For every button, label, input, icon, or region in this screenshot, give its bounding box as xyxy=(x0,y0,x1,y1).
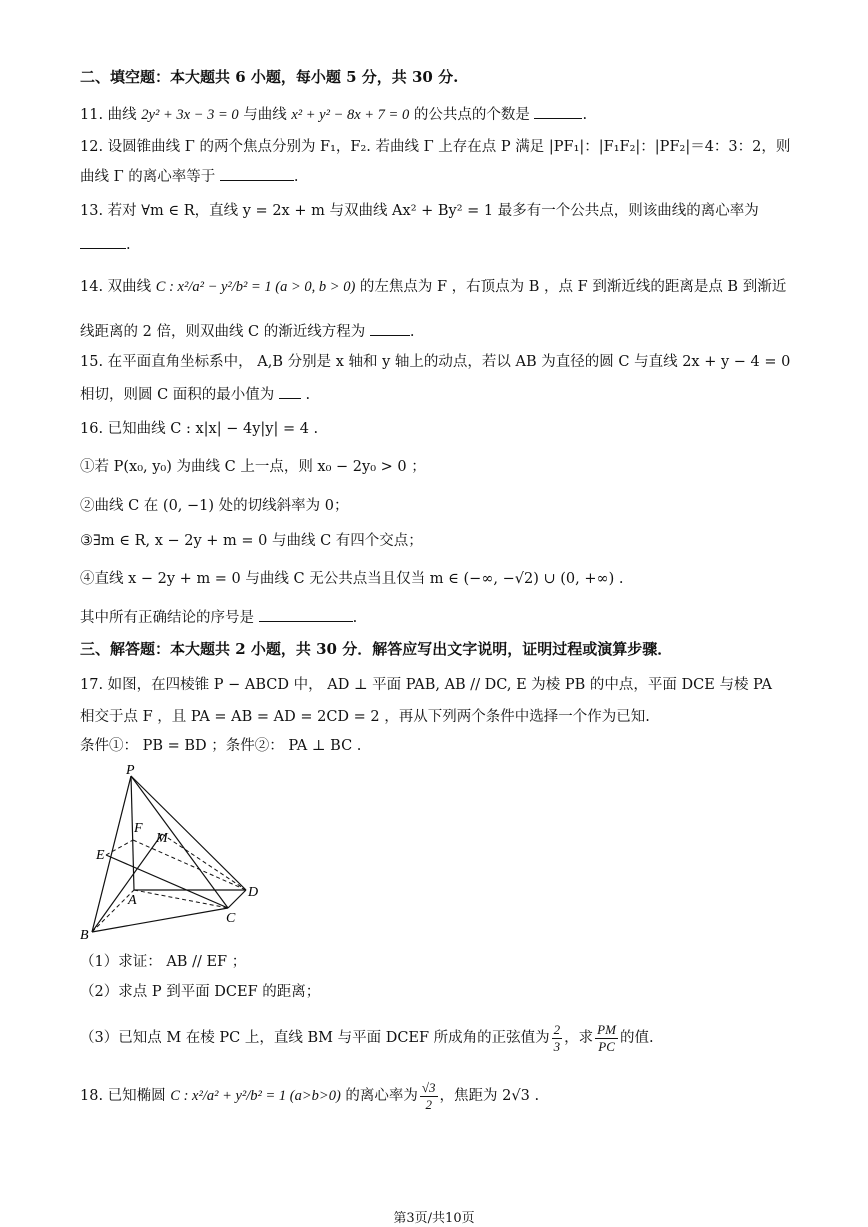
q14-text-post: 的左焦点为 F ，右顶点为 B ，点 F 到渐近线的距离是点 B 到渐近 xyxy=(359,279,787,295)
section3-heading: 三、解答题：本大题共 2 小题，共 30 分．解答应写出文字说明，证明过程或演算步骤． xyxy=(80,640,673,658)
edge-PC xyxy=(131,776,228,908)
q15-answer-blank[interactable] xyxy=(279,383,301,399)
q16-text-last: 其中所有正确结论的序号是 xyxy=(80,610,254,626)
q16-answer-blank[interactable] xyxy=(259,606,353,622)
q17-part3-end: 的值. xyxy=(619,1030,654,1046)
q16-option-2: ②曲线 C 在 (0, −1) 处的切线斜率为 0； xyxy=(80,498,349,514)
question-17-line-1: 17. 如图，在四棱锥 P − ABCD 中， AD ⊥ 平面 PAB, AB // DC, E 为棱 PB 的中点，平面 DCE 与棱 PA xyxy=(80,677,772,693)
q13-period: . xyxy=(126,237,131,253)
question-12-line-2 xyxy=(80,165,798,188)
question-16-last-line xyxy=(80,606,798,629)
edge-CD xyxy=(228,890,246,908)
q18-equation: C : x²/a² + y²/b² = 1 (a>b>0) xyxy=(170,1088,341,1104)
question-11 xyxy=(80,103,798,126)
label-D: D xyxy=(248,885,259,900)
q17-part-2: （2）求点 P 到平面 DCEF 的距离； xyxy=(80,984,321,1000)
fraction-numerator: PM xyxy=(597,1021,616,1037)
q17-part-1: （1）求证： AB // EF ； xyxy=(80,954,247,970)
question-15-line-2 xyxy=(80,383,798,406)
question-18 xyxy=(80,1078,798,1118)
question-13-line-2 xyxy=(80,233,798,256)
q12-period: . xyxy=(293,169,299,185)
q16-option-4: ④直线 x − 2y + m = 0 与曲线 C 无公共点当且仅当 m ∈ (−∞, −√2) ∪ (0, +∞) . xyxy=(80,571,624,587)
q17-part3-fraction-2 xyxy=(595,1022,618,1055)
question-17-line-2: 相交于点 F ，且 PA = AB = AD = 2CD = 2 ，再从下列两个条件中选择一个作为已知. xyxy=(80,709,650,725)
q17-part3-mid: ，求 xyxy=(564,1030,594,1046)
question-13-line-1: 13. 若对 ∀m ∈ R，直线 y = 2x + m 与双曲线 Ax² + By² = 1 最多有一个公共点，则该曲线的离心率为 xyxy=(80,203,759,219)
fraction-numerator: √3 xyxy=(421,1079,436,1095)
q14-text-line2: 线距离的 2 倍，则双曲线 C 的渐近线方程为 xyxy=(80,324,366,340)
q11-period: . xyxy=(582,107,588,123)
fraction-denominator: PC xyxy=(598,1038,615,1054)
q11-text-post: 的公共点的个数是 xyxy=(413,107,530,123)
label-F: F xyxy=(134,821,143,836)
fraction-denominator: 2 xyxy=(425,1096,432,1112)
q18-text-pre: 18. 已知椭圆 xyxy=(80,1088,166,1104)
q17-part3-fraction xyxy=(552,1022,563,1055)
edge-EF-dashed xyxy=(106,840,133,855)
label-B: B xyxy=(80,928,89,943)
q11-equation-2: x² + y² − 8x + 7 = 0 xyxy=(291,107,410,123)
q13-answer-blank[interactable] xyxy=(80,233,126,249)
q17-part3-text: （3）已知点 M 在棱 PC 上，直线 BM 与平面 DCEF 所成角的正弦值为 xyxy=(80,1030,550,1046)
q11-answer-blank[interactable] xyxy=(534,103,582,119)
question-15-line-1: 15. 在平面直角坐标系中， A,B 分别是 x 轴和 y 轴上的动点，若以 AB 为直径的圆 C 与直线 2x + y − 4 = 0 xyxy=(80,354,791,370)
edge-AC-dashed xyxy=(134,890,228,908)
label-E: E xyxy=(96,848,105,863)
q14-period: . xyxy=(409,324,415,340)
q11-text-mid: 与曲线 xyxy=(243,107,287,123)
q11-number: 11. xyxy=(80,107,104,123)
q18-fraction xyxy=(420,1080,438,1113)
label-M: M xyxy=(156,831,168,846)
q14-equation: C : x²/a² − y²/b² = 1 (a > 0, b > 0) xyxy=(155,279,356,295)
q16-option-3: ③∃m ∈ R, x − 2y + m = 0 与曲线 C 有四个交点； xyxy=(80,533,423,549)
q18-text-mid: 的离心率为 xyxy=(345,1088,418,1104)
q11-equation-1: 2y² + 3x − 3 = 0 xyxy=(141,107,239,123)
q14-answer-blank[interactable] xyxy=(370,320,410,336)
edge-MD-dashed xyxy=(162,834,246,890)
label-A: A xyxy=(128,893,137,908)
q16-period: . xyxy=(352,610,358,626)
q17-part-3 xyxy=(80,1020,798,1060)
question-14-line-2 xyxy=(80,320,798,343)
fraction-numerator: 2 xyxy=(553,1021,561,1037)
question-14-line-1 xyxy=(80,276,798,298)
question-16-line-1: 16. 已知曲线 C : x|x| − 4y|y| = 4 . xyxy=(80,421,319,437)
section2-heading: 二、填空题：本大题共 6 小题，每小题 5 分，共 30 分. xyxy=(80,68,459,86)
q11-text-pre: 曲线 xyxy=(107,107,137,123)
question-12-line-1: 12. 设圆锥曲线 Γ 的两个焦点分别为 F₁，F₂. 若曲线 Γ 上存在点 P 满足 |PF₁|：|F₁F₂|：|PF₂|＝4：3：2，则 xyxy=(80,139,791,155)
q18-text-post: ，焦距为 2√3 . xyxy=(439,1088,540,1104)
q15-period: . xyxy=(305,387,311,403)
pyramid-figure xyxy=(76,762,276,944)
label-P: P xyxy=(126,763,135,778)
label-C: C xyxy=(226,911,236,926)
page-footer: 第3页/共10页 xyxy=(393,1211,475,1226)
q14-text-pre: 14. 双曲线 xyxy=(80,279,152,295)
fraction-denominator: 3 xyxy=(553,1038,561,1054)
question-17-conditions: 条件①： PB = BD ；条件②： PA ⊥ BC . xyxy=(80,738,362,754)
q12-answer-blank[interactable] xyxy=(220,165,294,181)
edge-FD-dashed xyxy=(133,840,246,890)
q12-text: 曲线 Γ 的离心率等于 xyxy=(80,169,216,185)
q15-text-line2: 相切，则圆 C 面积的最小值为 xyxy=(80,387,275,403)
q16-option-1: ①若 P(x₀, y₀) 为曲线 C 上一点，则 x₀ − 2y₀ > 0 ； xyxy=(80,459,426,475)
